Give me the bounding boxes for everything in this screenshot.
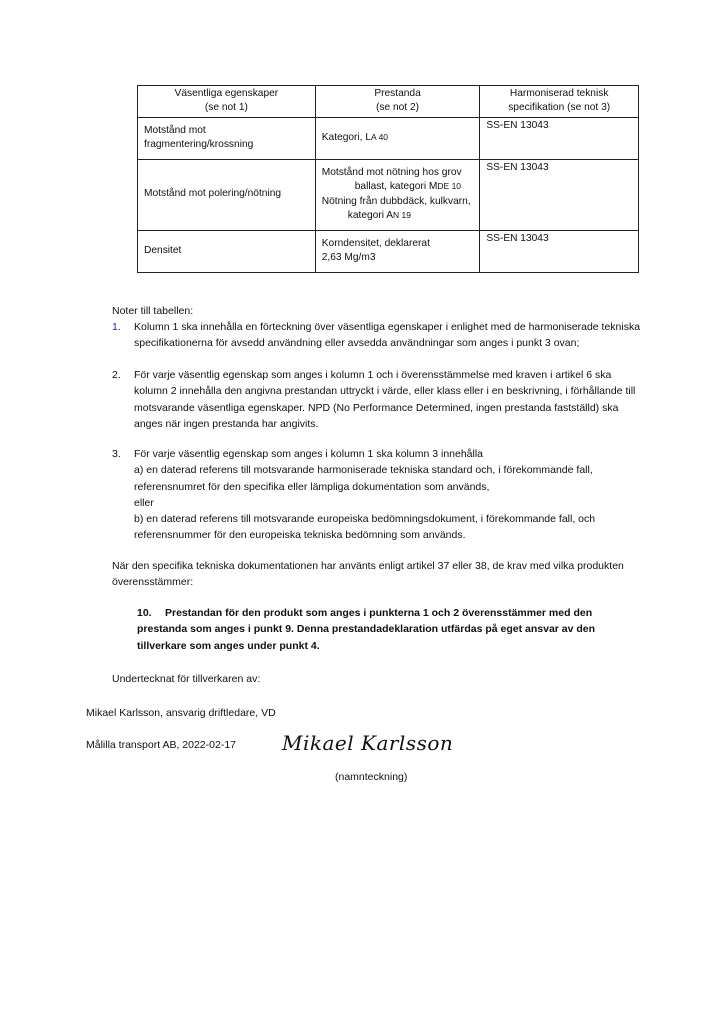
header-specification-line2: specifikation (se not 3) <box>508 102 611 114</box>
declaration-number: 10. <box>137 607 152 619</box>
row3-perf-line2: 2,63 Mg/m3 <box>321 252 376 264</box>
row2-perf-b-line2: kategori A <box>347 209 394 221</box>
signed-for-label: Undertecknat för tillverkaren av: <box>112 673 261 685</box>
row2-property: Motstånd mot polering/nötning <box>138 159 316 230</box>
row2-perf-a-line2-wrap <box>322 180 474 194</box>
row1-property-line1: Motstånd mot <box>144 124 206 136</box>
table-header-row <box>138 86 639 118</box>
note-1 <box>112 319 642 352</box>
row2-perf-b-line2-wrap <box>322 209 474 223</box>
notes-title: Noter till tabellen: <box>112 305 194 317</box>
handwritten-signature: Mikael Karlsson <box>282 731 454 755</box>
header-specification <box>480 86 639 118</box>
header-properties <box>138 86 316 118</box>
row1-property-line2: fragmentering/krossning <box>144 139 254 151</box>
row1-perf-sub: A 40 <box>371 131 389 142</box>
row3-perf-line1: Korndensitet, deklarerat <box>321 237 430 249</box>
declaration-section <box>137 605 637 654</box>
row2-performance <box>315 159 480 230</box>
header-properties-line2: (se not 1) <box>204 102 248 114</box>
note-2 <box>112 367 642 432</box>
note-1-number: 1. <box>112 321 121 333</box>
table-row <box>138 159 639 230</box>
note-1-text: Kolumn 1 ska innehålla en förteckning över väsentliga egenskaper i enlighet med de harmoniserade tekniska specifikationerna för avsedd användning eller avsedda användningar som anges i punkt 3 ovan; <box>134 321 641 350</box>
note-3-option-b: b) en daterad referens till motsvarande europeiska bedömningsdokument, i förekommande fall, och referensnummer för den europeiska tekniska bedömning som används. <box>134 513 596 542</box>
table-row <box>138 117 639 159</box>
row2-perf-b-line1: Nötning från dubbdäck, kulkvarn, <box>321 195 471 207</box>
note-3-number: 3. <box>112 448 121 460</box>
row1-property <box>138 117 316 159</box>
note-3 <box>112 446 642 544</box>
declaration-text: Prestandan för den produkt som anges i punkterna 1 och 2 överensstämmer med den prestanda som anges i punkt 9. Denna prestandadeklaration utfärdas på eget ansvar av den tillverkare som anges under punkt 4. <box>137 607 596 652</box>
row1-spec: SS-EN 13043 <box>480 117 639 159</box>
note-2-number: 2. <box>112 369 121 381</box>
row2-perf-b-sub: N 19 <box>393 209 412 220</box>
row3-property: Densitet <box>138 230 316 272</box>
signature-label: (namnteckning) <box>335 771 408 783</box>
note-3-line1: För varje väsentlig egenskap som anges i kolumn 1 ska kolumn 3 innehålla <box>134 448 484 460</box>
row2-spec: SS-EN 13043 <box>480 159 639 230</box>
note-3-option-a: a) en daterad referens till motsvarande harmoniserade tekniska standard och, i förekommande fall, referensnumret för den specifika eller lämpliga dokumentation som används, <box>134 464 593 493</box>
performance-table <box>137 85 639 273</box>
row2-perf-a-sub: DE 10 <box>437 181 462 192</box>
row3-performance <box>315 230 480 272</box>
closing-paragraph: När den specifika tekniska dokumentationen har använts enligt artikel 37 eller 38, de krav med vilka produkten överensstämmer: <box>112 560 624 589</box>
row2-perf-a-line2: ballast, kategori M <box>354 181 438 193</box>
row3-spec: SS-EN 13043 <box>480 230 639 272</box>
table-row <box>138 230 639 272</box>
note-3-or: eller <box>134 496 154 509</box>
header-specification-line1: Harmoniserad teknisk <box>509 88 609 99</box>
note-3-body <box>134 446 642 544</box>
row2-perf-a-line1: Motstånd mot nötning hos grov <box>321 167 462 178</box>
signer-name: Mikael Karlsson, ansvarig driftledare, VD <box>86 707 276 719</box>
header-performance <box>315 86 480 118</box>
header-performance-line1: Prestanda <box>374 88 421 99</box>
note-2-text: För varje väsentlig egenskap som anges i kolumn 1 och i överensstämmelse med kraven i artikel 6 ska kolumn 2 innehålla den angivna prestandan uttryckt i värde, eller klass eller i en beskrivning, i förhållande till motsvarande väsentliga egenskaper. NPD (No Performance Determined, ingen prestanda fastställd) ska anges när ingen prestanda har angivits. <box>134 369 636 430</box>
row1-performance <box>315 117 480 159</box>
row1-perf-text: Kategori, L <box>321 131 372 143</box>
header-performance-line2: (se not 2) <box>376 102 420 114</box>
header-properties-line1: Väsentliga egenskaper <box>174 88 279 99</box>
place-date: Målilla transport AB, 2022-02-17 <box>86 739 236 751</box>
